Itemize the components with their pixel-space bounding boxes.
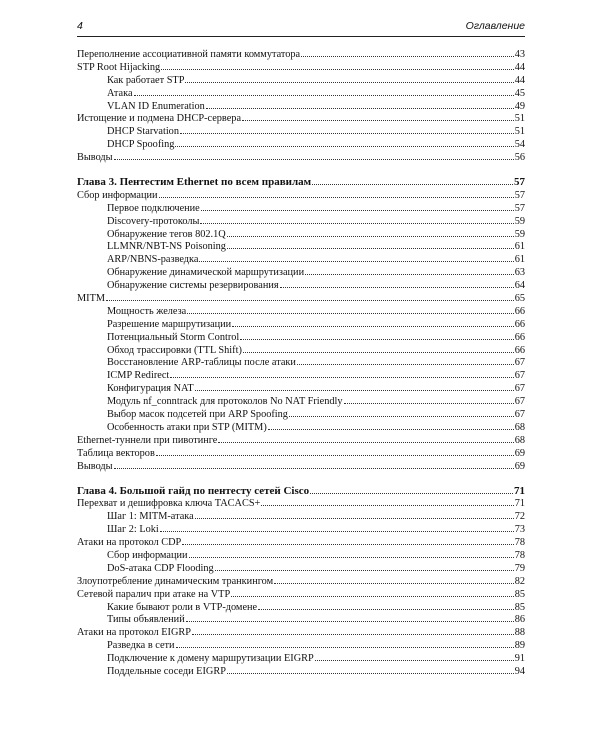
toc-chapter[interactable] <box>77 484 525 497</box>
toc-entry[interactable] <box>77 214 525 227</box>
toc-page-number: 57 <box>514 202 525 214</box>
toc-entry-title: DoS-атака CDP Flooding <box>107 562 214 574</box>
dot-leader <box>186 612 514 622</box>
toc-entry[interactable] <box>77 587 525 600</box>
toc-entry-title: VLAN ID Enumeration <box>107 100 205 112</box>
toc-entry-title: Поддельные соседи EIGRP <box>107 665 226 677</box>
dot-leader <box>312 175 513 185</box>
dot-leader <box>243 343 514 353</box>
dot-leader <box>258 600 514 610</box>
toc-page-number: 86 <box>514 614 525 626</box>
toc-entry[interactable] <box>77 522 525 535</box>
dot-leader <box>305 265 514 275</box>
toc-page-number: 79 <box>514 562 525 574</box>
toc-entry[interactable] <box>77 496 525 509</box>
toc-entry-title: Переполнение ассоциативной памяти коммутатора <box>77 49 301 60</box>
dot-leader <box>114 459 514 469</box>
toc-chapter[interactable] <box>77 175 525 188</box>
toc-entry-title: Разрешение маршрутизации <box>107 318 232 330</box>
dot-leader <box>189 548 514 558</box>
dot-leader <box>227 227 514 237</box>
toc-page-number: 91 <box>514 653 525 665</box>
toc-entry[interactable] <box>77 265 525 278</box>
toc-entry[interactable] <box>77 381 525 394</box>
toc-entry-title: Мощность железа <box>107 305 187 317</box>
dot-leader <box>195 381 514 391</box>
toc-entry[interactable] <box>77 612 525 625</box>
toc-entry[interactable] <box>77 47 525 60</box>
toc-page-number: 61 <box>514 254 525 266</box>
toc-entry-title: Конфигурация NAT <box>107 383 194 395</box>
toc-entry-title: LLMNR/NBT-NS Poisoning <box>107 241 226 253</box>
toc-entry-title: Выводы <box>77 152 113 164</box>
toc-entry-title: Атака <box>107 87 133 99</box>
toc-entry-title: Обход трассировки (TTL Shift) <box>107 344 242 356</box>
toc-entry[interactable] <box>77 317 525 330</box>
toc-entry-title: MITM <box>77 293 106 305</box>
toc-page-number: 69 <box>514 460 525 472</box>
toc-entry[interactable] <box>77 86 525 99</box>
toc-entry[interactable] <box>77 600 525 613</box>
toc-entry[interactable] <box>77 433 525 446</box>
toc-page-number: 51 <box>514 126 525 138</box>
toc-entry-title: ICMP Redirect <box>107 370 170 382</box>
toc-page-number: 69 <box>514 447 525 459</box>
toc-page-number: 68 <box>514 434 525 446</box>
toc-entry-title: Шаг 2: Loki <box>107 524 159 536</box>
toc-entry-title: DHCP Spoofing <box>107 139 175 151</box>
toc-entry-title: Подключение к домену маршрутизации EIGRP <box>107 653 314 665</box>
toc-entry[interactable] <box>77 124 525 137</box>
toc-entry[interactable] <box>77 111 525 124</box>
toc-entry[interactable] <box>77 651 525 664</box>
toc-entry[interactable] <box>77 304 525 317</box>
toc-entry[interactable] <box>77 407 525 420</box>
toc-entry-title: Discovery-протоколы <box>107 215 200 227</box>
dot-leader <box>232 317 514 327</box>
toc-entry[interactable] <box>77 535 525 548</box>
dot-leader <box>192 625 514 635</box>
toc-page-number: 85 <box>514 601 525 613</box>
toc-entry-title: Глава 4. Большой гайд по пентесту сетей Cisco <box>77 484 310 497</box>
dot-leader <box>161 60 514 70</box>
toc-page-number: 63 <box>514 267 525 279</box>
toc-entry-title: Сбор информации <box>107 549 188 561</box>
toc-page-number: 94 <box>514 665 525 677</box>
toc-entry[interactable] <box>77 278 525 291</box>
toc-entry[interactable] <box>77 239 525 252</box>
table-of-contents <box>77 47 525 677</box>
dot-leader <box>175 137 513 147</box>
dot-leader <box>180 124 514 134</box>
toc-page-number: 67 <box>514 370 525 382</box>
toc-entry[interactable] <box>77 291 525 304</box>
toc-entry-title: Атаки на протокол CDP <box>77 537 182 549</box>
toc-page-number: 82 <box>514 575 525 587</box>
dot-leader <box>227 239 514 249</box>
dot-leader <box>301 47 514 57</box>
dot-leader <box>199 252 513 262</box>
toc-entry-title: DHCP Starvation <box>107 126 179 138</box>
toc-entry-title: Таблица векторов <box>77 447 155 459</box>
toc-page-number: 51 <box>514 113 525 125</box>
toc-entry[interactable] <box>77 420 525 433</box>
toc-page-number: 65 <box>514 293 525 305</box>
toc-entry[interactable] <box>77 664 525 677</box>
dot-leader <box>261 496 513 506</box>
dot-leader <box>280 278 514 288</box>
dot-leader <box>297 355 514 365</box>
dot-leader <box>201 201 514 211</box>
dot-leader <box>187 304 513 314</box>
toc-entry[interactable] <box>77 99 525 112</box>
toc-page-number: 71 <box>514 498 525 510</box>
toc-page-number: 67 <box>514 409 525 421</box>
toc-entry-title: Сбор информации <box>77 189 158 201</box>
toc-page-number: 72 <box>514 511 525 523</box>
toc-entry[interactable] <box>77 368 525 381</box>
dot-leader <box>185 73 513 83</box>
toc-entry[interactable] <box>77 60 525 73</box>
toc-page-number: 78 <box>514 537 525 549</box>
toc-entry-title: Злоупотребление динамическим транкингом <box>77 575 274 587</box>
toc-page-number: 49 <box>514 100 525 112</box>
toc-entry[interactable] <box>77 73 525 86</box>
toc-page-number: 54 <box>514 139 525 151</box>
toc-entry[interactable] <box>77 625 525 638</box>
toc-entry-title: Как работает STP <box>107 74 185 86</box>
dot-leader <box>344 394 514 404</box>
toc-page-number: 66 <box>514 305 525 317</box>
toc-entry[interactable] <box>77 561 525 574</box>
toc-entry-title: Ethernet-туннели при пивотинге <box>77 434 218 446</box>
dot-leader <box>215 561 514 571</box>
toc-entry-title: Модуль nf_conntrack для протоколов No NAT Friendly <box>107 396 343 408</box>
toc-entry[interactable] <box>77 355 525 368</box>
toc-entry-title: Обнаружение системы резервирования <box>107 280 279 292</box>
toc-page-number: 44 <box>514 61 525 73</box>
toc-entry[interactable] <box>77 330 525 343</box>
dot-leader <box>114 150 514 160</box>
toc-page-number: 67 <box>514 396 525 408</box>
toc-entry[interactable] <box>77 509 525 522</box>
toc-spacer <box>77 163 525 175</box>
toc-entry-title: ARP/NBNS-разведка <box>107 254 199 266</box>
toc-page-number: 71 <box>514 484 525 497</box>
toc-page-number: 78 <box>514 549 525 561</box>
toc-entry[interactable] <box>77 446 525 459</box>
toc-entry-title: Шаг 1: MITM-атака <box>107 511 194 523</box>
toc-entry-title: Разведка в сети <box>107 640 175 652</box>
dot-leader <box>274 574 514 584</box>
toc-entry[interactable] <box>77 227 525 240</box>
toc-entry-title: STP Root Hijacking <box>77 61 161 73</box>
toc-entry-title: Обнаружение динамической маршрутизации <box>107 267 305 279</box>
dot-leader <box>227 664 514 674</box>
toc-entry-title: Какие бывают роли в VTP-домене <box>107 601 258 613</box>
toc-entry[interactable] <box>77 252 525 265</box>
toc-entry[interactable] <box>77 137 525 150</box>
toc-page-number: 67 <box>514 357 525 369</box>
dot-leader <box>242 111 514 121</box>
toc-entry-title: Первое подключение <box>107 202 200 214</box>
dot-leader <box>240 330 513 340</box>
toc-entry[interactable] <box>77 459 525 472</box>
toc-entry-title: Перехват и дешифровка ключа TACACS+ <box>77 498 261 510</box>
toc-page-number: 45 <box>514 87 525 99</box>
toc-page-number: 59 <box>514 228 525 240</box>
toc-page-number: 64 <box>514 280 525 292</box>
toc-entry-title: Восстановление ARP-таблицы после атаки <box>107 357 296 369</box>
dot-leader <box>231 587 514 597</box>
dot-leader <box>160 522 514 532</box>
toc-page-number: 68 <box>514 421 525 433</box>
dot-leader <box>200 214 513 224</box>
toc-page-number: 88 <box>514 627 525 639</box>
dot-leader <box>156 446 514 456</box>
dot-leader <box>268 420 514 430</box>
dot-leader <box>218 433 513 443</box>
toc-entry[interactable] <box>77 394 525 407</box>
toc-page-number: 44 <box>514 74 525 86</box>
dot-leader <box>176 638 514 648</box>
dot-leader <box>195 509 514 519</box>
toc-entry[interactable] <box>77 343 525 356</box>
dot-leader <box>182 535 513 545</box>
toc-page-number: 43 <box>514 49 525 60</box>
toc-entry-title: Атаки на протокол EIGRP <box>77 627 191 639</box>
dot-leader <box>159 188 514 198</box>
toc-page-number: 57 <box>514 176 525 189</box>
toc-page-number: 56 <box>514 152 525 164</box>
dot-leader <box>315 651 514 661</box>
toc-entry[interactable] <box>77 548 525 561</box>
toc-entry-title: Типы объявлений <box>107 614 185 626</box>
toc-entry[interactable] <box>77 150 525 163</box>
header-rule <box>77 36 525 37</box>
page-number: 4 <box>77 20 83 32</box>
toc-entry-title: Выбор масок подсетей при ARP Spoofing <box>107 409 288 421</box>
toc-entry[interactable] <box>77 638 525 651</box>
dot-leader <box>206 99 514 109</box>
toc-page-number: 57 <box>514 189 525 201</box>
toc-entry-title: Потенциальный Storm Control <box>107 331 240 343</box>
dot-leader <box>106 291 514 301</box>
toc-entry-title: Истощение и подмена DHCP-сервера <box>77 113 242 125</box>
toc-page-number: 61 <box>514 241 525 253</box>
toc-entry-title: Глава 3. Пентестим Ethernet по всем правилам <box>77 176 312 189</box>
toc-entry[interactable] <box>77 574 525 587</box>
dot-leader <box>134 86 514 96</box>
toc-page-number: 89 <box>514 640 525 652</box>
toc-entry-title: Сетевой паралич при атаке на VTP <box>77 588 231 600</box>
toc-page-number: 67 <box>514 383 525 395</box>
toc-page-number: 85 <box>514 588 525 600</box>
toc-entry-title: Особенность атаки при STP (MITM) <box>107 421 267 433</box>
dot-leader <box>310 484 513 494</box>
page-header <box>77 20 525 36</box>
toc-page-number: 73 <box>514 524 525 536</box>
dot-leader <box>289 407 514 417</box>
toc-page-number: 59 <box>514 215 525 227</box>
toc-entry[interactable] <box>77 201 525 214</box>
toc-entry[interactable] <box>77 188 525 201</box>
toc-entry-title: Обнаружение тегов 802.1Q <box>107 228 226 240</box>
toc-spacer <box>77 472 525 484</box>
toc-page-number: 66 <box>514 344 525 356</box>
dot-leader <box>170 368 513 378</box>
toc-page-number: 66 <box>514 318 525 330</box>
section-title: Оглавление <box>465 20 525 32</box>
toc-page-number: 66 <box>514 331 525 343</box>
toc-entry-title: Выводы <box>77 460 113 472</box>
